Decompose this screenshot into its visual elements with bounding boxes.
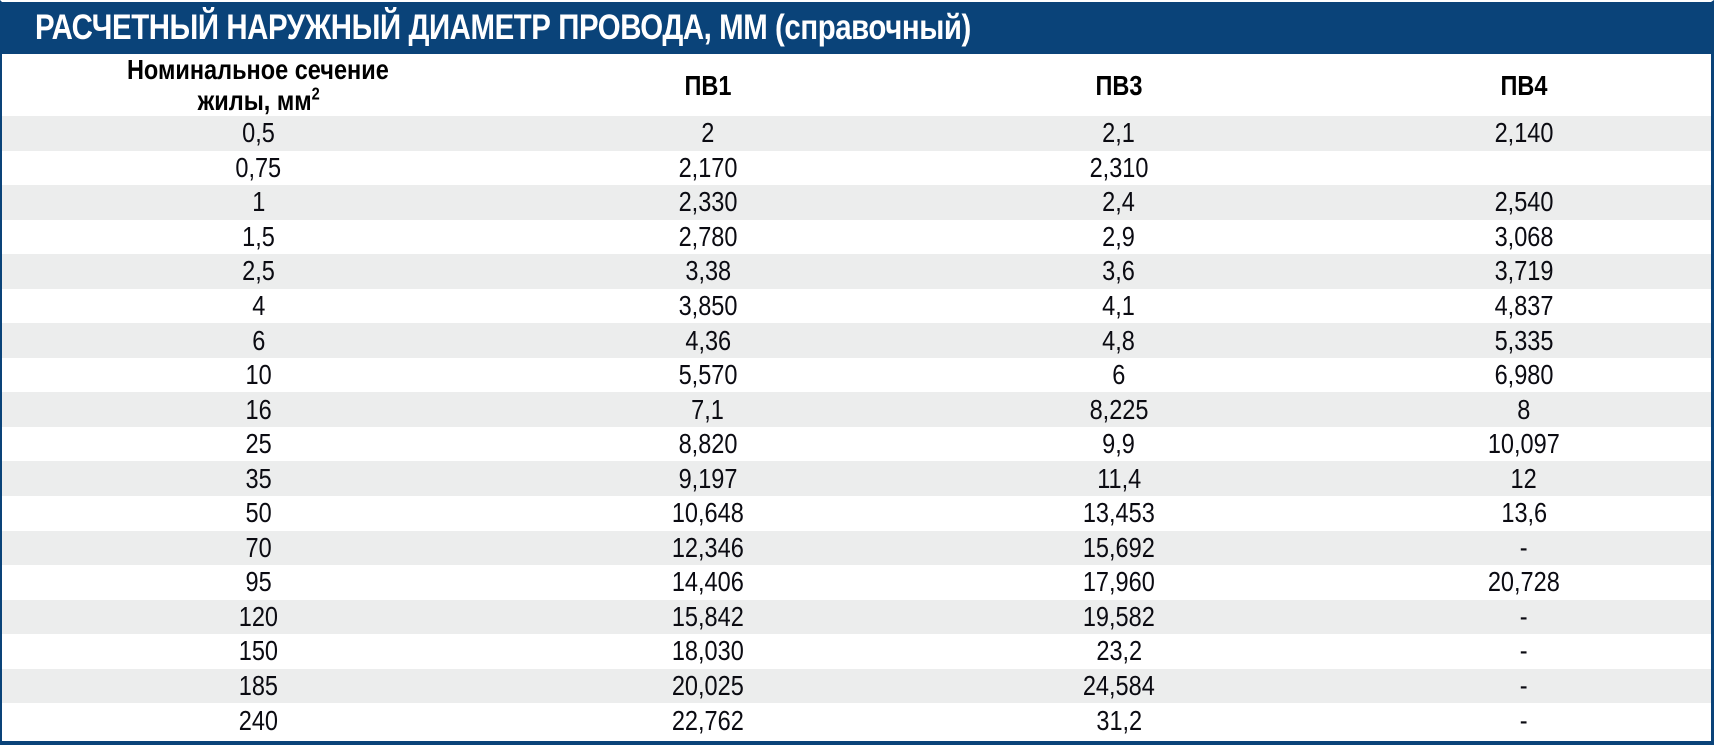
table-cell: 0,5 <box>241 117 275 149</box>
table-cell: 15,692 <box>1082 531 1155 563</box>
table-cell: 4,8 <box>1102 324 1136 356</box>
table-cell: 4,837 <box>1494 290 1554 321</box>
table-row <box>2 565 1711 600</box>
table-cell: 2,1 <box>1102 117 1136 149</box>
table-row <box>2 220 1711 255</box>
table-cell: 8 <box>1517 393 1531 425</box>
table-cell: 10,648 <box>671 497 744 529</box>
table-cell: - <box>1519 600 1528 632</box>
table-cell: 9,197 <box>678 462 738 494</box>
table-cell: 2,9 <box>1102 220 1136 252</box>
table-cell: 10 <box>245 359 272 391</box>
column-header-pv4: ПВ4 <box>1500 69 1548 101</box>
table-cell: 3,068 <box>1494 220 1554 252</box>
table-cell: 3,719 <box>1494 255 1554 287</box>
table-cell: 2,5 <box>241 255 275 287</box>
table-row <box>2 600 1711 635</box>
table-cell: 14,406 <box>671 566 744 598</box>
table-cell: 2,140 <box>1494 117 1554 149</box>
table-cell: 22,762 <box>671 704 744 736</box>
table-row <box>2 392 1711 427</box>
table-row <box>2 461 1711 496</box>
table-cell: 19,582 <box>1082 600 1155 632</box>
table-cell: 11,4 <box>1096 462 1141 494</box>
table-cell: 2,780 <box>678 220 738 252</box>
table-cell: 2 <box>701 117 715 149</box>
table-cell: 15,842 <box>671 600 744 632</box>
table-row <box>2 427 1711 462</box>
table-cell: 6 <box>1112 359 1126 391</box>
table-cell: 17,960 <box>1082 566 1155 598</box>
table-cell: 1 <box>251 186 265 218</box>
table-cell: 70 <box>245 531 272 563</box>
table-cell: 31,2 <box>1095 704 1142 736</box>
table-cell: 2,170 <box>678 151 738 183</box>
table-row <box>2 289 1711 324</box>
table-cell: 13,6 <box>1500 497 1547 529</box>
table-cell: 3,6 <box>1102 255 1136 287</box>
table-title-bar <box>2 2 1711 54</box>
table-cell: 8,820 <box>678 428 738 460</box>
table-cell: 3,850 <box>678 290 738 321</box>
table-cell <box>1337 152 1711 184</box>
table-cell: - <box>1519 635 1528 667</box>
table-cell: 35 <box>245 462 272 494</box>
column-header-nominal-section: Номинальное сечение жилы, $мм^2$ <box>127 54 390 117</box>
table-cell: 20,025 <box>671 670 744 702</box>
table-cell: - <box>1519 670 1528 702</box>
table-cell: 2,540 <box>1494 186 1554 218</box>
table-cell: 23,2 <box>1095 635 1142 667</box>
table-body <box>2 116 1711 738</box>
table-cell: 4 <box>251 290 265 321</box>
column-header-pv1: ПВ1 <box>684 69 732 101</box>
table-cell: 1,5 <box>241 220 275 252</box>
table-cell: 6 <box>251 324 265 356</box>
table-row <box>2 703 1711 738</box>
table-cell: 2,4 <box>1102 186 1136 218</box>
table-row <box>2 151 1711 186</box>
table-cell: 3,38 <box>684 255 731 287</box>
table-cell: 12,346 <box>671 531 744 563</box>
table-cell: 13,453 <box>1082 497 1155 529</box>
table-cell: 240 <box>238 704 278 736</box>
table-cell: 9,9 <box>1102 428 1136 460</box>
table-row <box>2 531 1711 566</box>
table-cell: 25 <box>245 428 272 460</box>
table-cell: 20,728 <box>1487 566 1560 598</box>
table-cell: 2,330 <box>678 186 738 218</box>
table-cell: - <box>1519 704 1528 736</box>
table-cell: 50 <box>245 497 272 529</box>
table-title: РАСЧЕТНЫЙ НАРУЖНЫЙ ДИАМЕТР ПРОВОДА, ММ (справочный) <box>35 8 971 47</box>
table-cell: 7,1 <box>691 393 725 425</box>
table-row <box>2 669 1711 704</box>
table-cell: 24,584 <box>1082 670 1155 702</box>
table-cell: - <box>1519 531 1528 563</box>
table-row <box>2 185 1711 220</box>
table-cell: 0,75 <box>235 151 282 183</box>
table-cell: 12 <box>1510 462 1537 494</box>
table-cell: 150 <box>238 635 278 667</box>
table-cell: 6,980 <box>1494 359 1554 391</box>
table-row <box>2 323 1711 358</box>
column-header-pv3: ПВ3 <box>1095 69 1143 101</box>
table-cell: 2,310 <box>1089 151 1149 183</box>
table-cell: 10,097 <box>1487 428 1560 460</box>
table-row <box>2 254 1711 289</box>
table-row <box>2 634 1711 669</box>
table-cell: 185 <box>238 670 278 702</box>
table-cell: 5,570 <box>678 359 738 391</box>
table-cell: 120 <box>238 600 278 632</box>
superscript-2: 2 <box>311 84 320 105</box>
table-header-row <box>2 54 1711 116</box>
table-cell: 16 <box>245 393 272 425</box>
table-row <box>2 496 1711 531</box>
table-cell: 8,225 <box>1089 393 1149 425</box>
table-row <box>2 358 1711 393</box>
table-cell: 18,030 <box>671 635 744 667</box>
table-cell: 4,1 <box>1102 290 1136 321</box>
table-row <box>2 116 1711 151</box>
table-cell: 4,36 <box>684 324 731 356</box>
table-cell: 95 <box>245 566 272 598</box>
table-cell: 5,335 <box>1494 324 1554 356</box>
